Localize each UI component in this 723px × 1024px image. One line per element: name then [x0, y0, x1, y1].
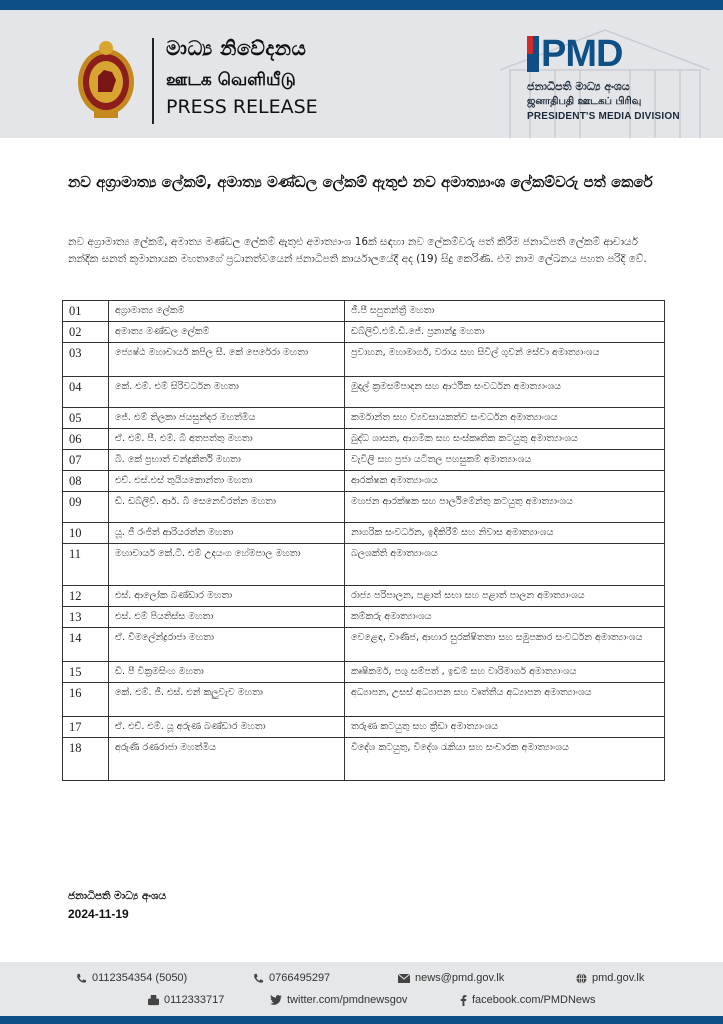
table-row: [63, 717, 665, 738]
pmd-logo: [527, 34, 622, 74]
fax-icon: [148, 995, 159, 1006]
row-number: 17: [63, 717, 109, 738]
table-row: [63, 544, 665, 586]
pmd-subtitle-english: PRESIDENT'S MEDIA DIVISION: [527, 111, 680, 122]
top-color-rule: [0, 0, 723, 10]
table-row: [63, 492, 665, 523]
signature-organization: ජනාධිපති මාධ්‍ය අංශය: [68, 890, 167, 902]
pmd-logo-text: PMD: [541, 32, 623, 75]
row-number: 12: [63, 586, 109, 607]
row-number: 01: [63, 301, 109, 322]
ministry-name: ආරක්ෂක අමාත්‍යාංශය: [345, 471, 665, 492]
appointee-name: එස්. එම් පියතිස්ස මහතා: [109, 607, 345, 628]
table-row: [63, 683, 665, 717]
pmd-subtitle-tamil: ஜனாதிபதி ஊடகப் பிரிவு: [527, 96, 642, 107]
phone-number[interactable]: 0112354354 (5050): [92, 972, 188, 984]
row-number: 11: [63, 544, 109, 586]
ministry-name: විදේශ කටයුතු, විදේශ රැකියා සහ සංචාරක අමාත්‍යාංශය: [345, 738, 665, 781]
release-date: 2024-11-19: [68, 907, 129, 921]
ministry-name: බලශක්ති අමාත්‍යාංශය: [345, 544, 665, 586]
document-title: නව අග්‍රාමාත්‍ය ලේකම්, අමාත්‍ය මණ්ඩල ලේකම් ඇතුළු නව අමාත්‍යාංශ ලේකම්වරු පත් කෙරේ: [68, 173, 653, 191]
row-number: 02: [63, 322, 109, 343]
appointee-name: ඒ. එම්. පී. එම්. බී අතපත්තු මහතා: [109, 429, 345, 450]
footer-twitter: [270, 994, 407, 1006]
row-number: 13: [63, 607, 109, 628]
table-row: [63, 301, 665, 322]
ministry-name: ඩබ්ලිව්.එම්.ඩී.ජේ. ප්‍රනාන්දු මහතා: [345, 322, 665, 343]
row-number: 15: [63, 662, 109, 683]
appointee-name: යූ. ජී රංජිත් ආරියරත්න මහතා: [109, 523, 345, 544]
header-divider: [152, 38, 154, 124]
table-row: [63, 377, 665, 408]
ministry-name: ජී.පී සපුතන්ත්‍රී මහතා: [345, 301, 665, 322]
row-number: 07: [63, 450, 109, 471]
appointee-name: එච්. එස්.එස් තුයියකොන්තා මහතා: [109, 471, 345, 492]
table-row: [63, 738, 665, 781]
table-row: [63, 343, 665, 377]
phone-icon: [253, 973, 264, 984]
table-row: [63, 662, 665, 683]
appointee-name: මහාචාර්ය කේ.ටී. එම් උදයංග හේමපාල මහතා: [109, 544, 345, 586]
footer-fax: [148, 994, 224, 1006]
title-english: PRESS RELEASE: [166, 96, 318, 118]
ministry-name: කර්මාන්ත සහ ව්‍යවසායකත්ව සංවර්ධන අමාත්‍යාංශය: [345, 408, 665, 429]
row-number: 14: [63, 628, 109, 662]
facebook-icon: [460, 995, 467, 1006]
row-number: 05: [63, 408, 109, 429]
footer-website: [576, 972, 644, 984]
twitter-link[interactable]: twitter.com/pmdnewsgov: [287, 994, 408, 1006]
row-number: 09: [63, 492, 109, 523]
ministry-name: බුද්ධ ශාසන, ආගමික සහ සංස්කෘතික කටයුතු අමාත්‍යාංශය: [345, 429, 665, 450]
appointee-name: බී. කේ ප්‍රභාත් චන්ද්‍රකීර්ති මහතා: [109, 450, 345, 471]
row-number: 18: [63, 738, 109, 781]
intro-paragraph: නව අග්‍රාමාත්‍ය ලේකම්, අමාත්‍ය මණ්ඩල ලේකම් ඇතුළු අමාත්‍යාංශ 16ක් සඳහා නව ලේකම්වරු පත් කිරීම ජනාධිපති ලේකම් ආචාර්ය නන්දික සනත් කුමානායක මහතාගේ ප්‍රධානත්වයෙන් ජනාධිපති කාර්යාලයේදී අද (19) සිදු කෙරිණි. එම නාම ලේඛනය පහත පරිදි වේ.: [68, 236, 647, 265]
ministry-name: මහජන ආරක්ෂක සහ පාර්ලිමේන්තු කටයුතු අමාත්‍යාංශය: [345, 492, 665, 523]
ministry-name: කෘෂිකර්ම, පශු සම්පත් , ඉඩම් සහ වාරිමාර්ග අමාත්‍යාංශය: [345, 662, 665, 683]
pmd-logo-mark-icon: [527, 36, 539, 72]
table-row: [63, 408, 665, 429]
table-row: [63, 628, 665, 662]
appointee-name: කේ. එම්. එම් සිරිවර්ධන මහතා: [109, 377, 345, 408]
ministry-name: තරුණ කටයුතු සහ ක්‍රීඩා අමාත්‍යාංශය: [345, 717, 665, 738]
ministry-name: වැවිලි සහ ප්‍රජා යටිතල පහසුකම් අමාත්‍යාංශය: [345, 450, 665, 471]
row-number: 08: [63, 471, 109, 492]
appointee-name: කේ. එම්. ජී. එස්. එන් කලුවැව මහතා: [109, 683, 345, 717]
table-row: [63, 429, 665, 450]
phone-icon: [76, 973, 87, 984]
footer-facebook: [460, 994, 596, 1006]
appointee-name: ඩී. ඩබ්ලිව්. ආර්. බී සෙනෙවිරත්න මහතා: [109, 492, 345, 523]
footer-phone: [76, 972, 187, 984]
table-row: [63, 471, 665, 492]
appointee-name: ඒ. එච්. එම්. යූ අරුණ බණ්ඩාර මහතා: [109, 717, 345, 738]
facebook-link[interactable]: facebook.com/PMDNews: [472, 994, 596, 1006]
email-link[interactable]: news@pmd.gov.lk: [415, 972, 505, 984]
row-number: 10: [63, 523, 109, 544]
appointee-name: ජේ. එම් තිලකා ජයසුන්දර මහත්මිය: [109, 408, 345, 429]
row-number: 16: [63, 683, 109, 717]
website-link[interactable]: pmd.gov.lk: [592, 972, 645, 984]
appointee-name: ඩී. පී වික්‍රමසිංහ මහතා: [109, 662, 345, 683]
ministry-name: මුදල් ක්‍රමසම්පාදන සහ ආර්ථික සංවර්ධන අමාත්‍යාංශය: [345, 377, 665, 408]
appointee-name: ඒ. විමලේන්ද්‍රරාජා මහතා: [109, 628, 345, 662]
appointee-name: අග්‍රාමාත්‍ය ලේකම්: [109, 301, 345, 322]
appointee-name: අමාත්‍ය මණ්ඩල ලේකම්: [109, 322, 345, 343]
footer-email: [398, 972, 504, 984]
table-row: [63, 607, 665, 628]
pmd-subtitle-sinhala: ජනාධිපති මාධ්‍ය අංශය: [527, 80, 630, 93]
row-number: 06: [63, 429, 109, 450]
ministry-name: කම්කරු අමාත්‍යාංශය: [345, 607, 665, 628]
appointee-name: එස්. ආලෝක බණ්ඩාර මහතා: [109, 586, 345, 607]
letterhead: [0, 10, 723, 138]
table-row: [63, 450, 665, 471]
mobile-number[interactable]: 0766495297: [269, 972, 331, 984]
title-tamil: ஊடக வெளியீடு: [166, 70, 296, 90]
contact-footer: [0, 962, 723, 1016]
appointments-table: [62, 300, 665, 781]
bottom-color-rule: [0, 1016, 723, 1024]
table-row: [63, 523, 665, 544]
ministry-name: ප්‍රවාහන, මහාමාර්ග, වරාය සහ සිවිල් ගුවන් සේවා අමාත්‍යාංශය: [345, 343, 665, 377]
ministry-name: නාගරික සංවර්ධන, ඉදිකිරීම් සහ නිවාස අමාත්‍යාංශය: [345, 523, 665, 544]
twitter-icon: [270, 995, 282, 1005]
row-number: 04: [63, 377, 109, 408]
row-number: 03: [63, 343, 109, 377]
ministry-name: රාජ්‍ය පරිපාලන, පළාත් සභා සහ පළාත් පාලන අමාත්‍යාංශය: [345, 586, 665, 607]
ministry-name: වෙළෙඳ, වාණිජ, ආහාර සුරක්ෂිතතා සහ සමුපකාර සංවර්ධන අමාත්‍යාංශය: [345, 628, 665, 662]
title-sinhala: මාධ්‍ය නිවේදනය: [166, 36, 307, 60]
fax-number[interactable]: 0112333717: [164, 994, 225, 1006]
table-row: [63, 586, 665, 607]
ministry-name: අධ්‍යාපන, උසස් අධ්‍යාපන සහ වෘත්තීය අධ්‍යාපන අමාත්‍යාංශය: [345, 683, 665, 717]
appointee-name: අරුණි රණරාජා මහත්මිය: [109, 738, 345, 781]
state-emblem-icon: [74, 36, 138, 122]
footer-mobile: [253, 972, 330, 984]
table-row: [63, 322, 665, 343]
envelope-icon: [398, 974, 410, 983]
globe-icon: [576, 973, 587, 984]
appointee-name: ජ්‍යෙෂ්ඨ මහාචාර්ය කපිල සී. කේ පෙරේරා මහතා: [109, 343, 345, 377]
